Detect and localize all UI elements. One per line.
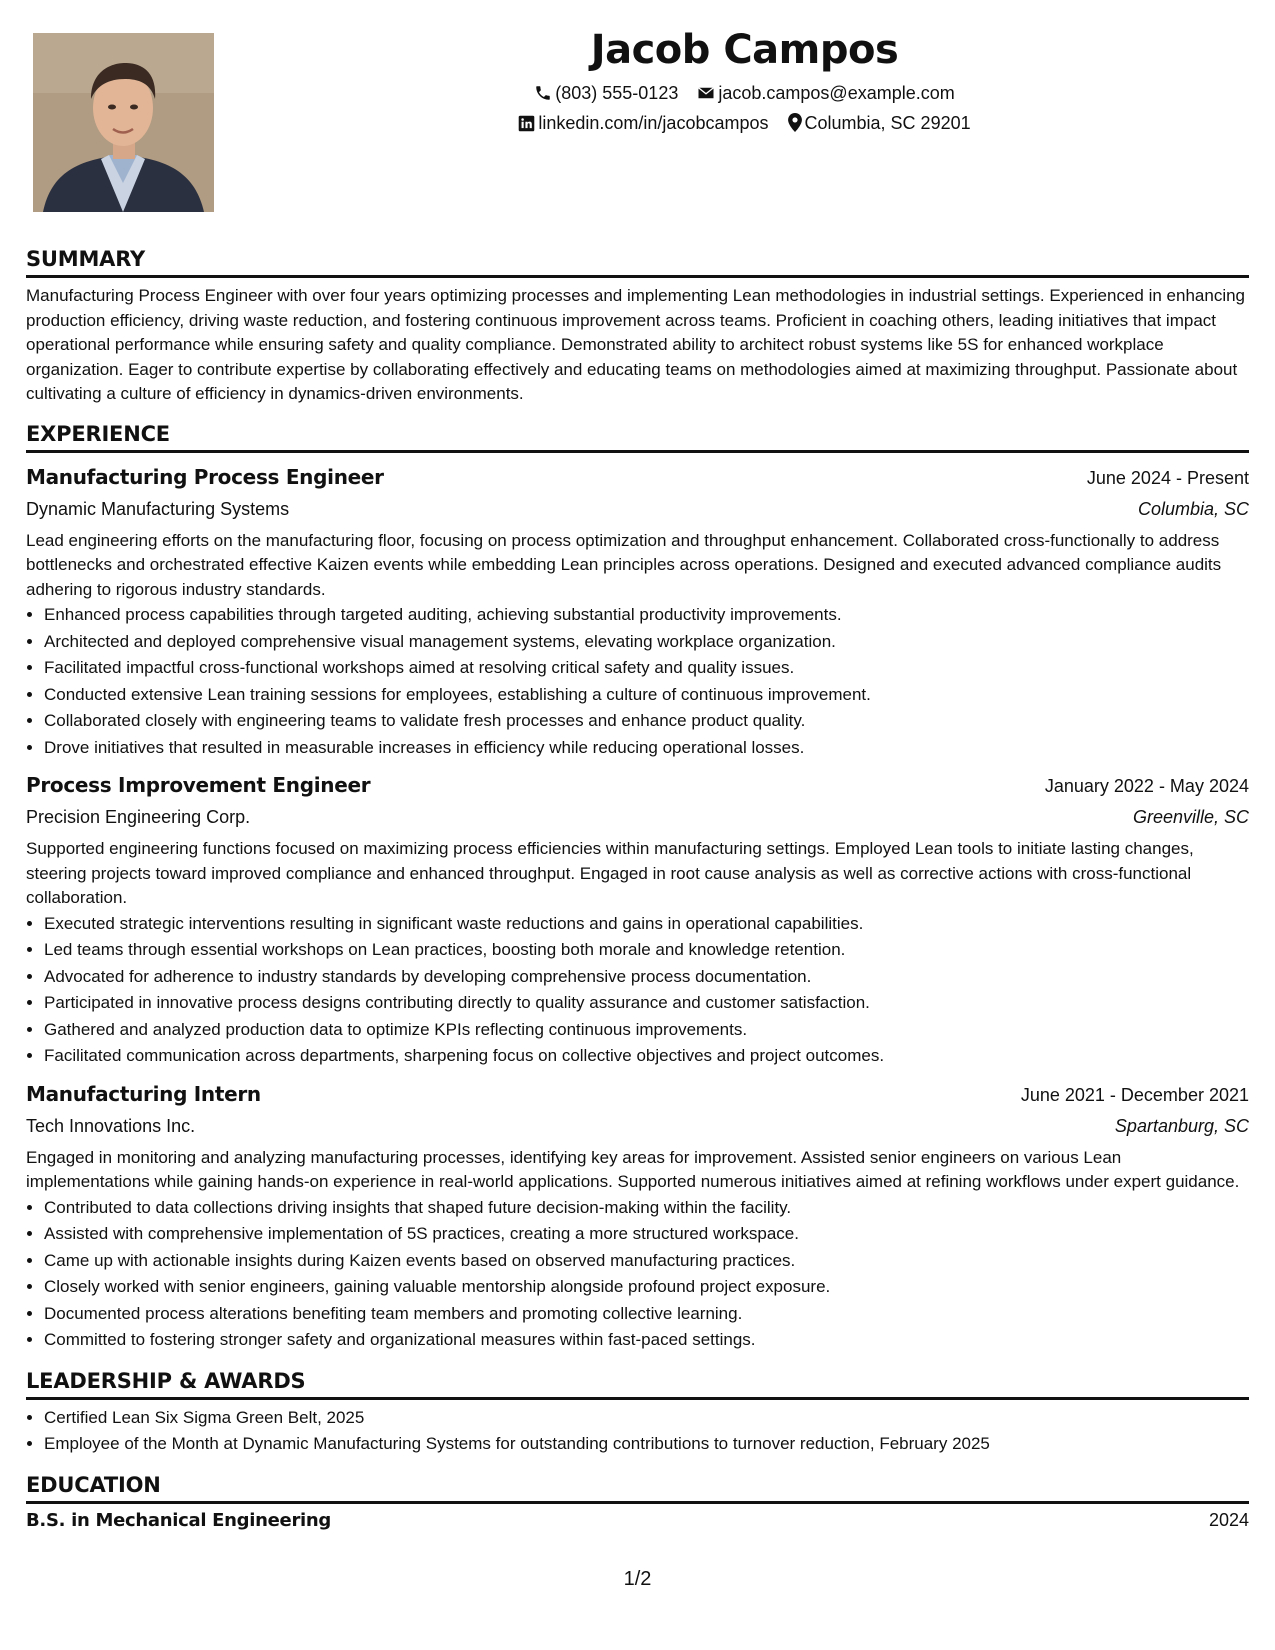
job-bullets: [26, 1195, 1249, 1354]
leadership-section: [26, 1368, 1249, 1458]
job-title: Process Improvement Engineer: [26, 773, 371, 797]
job-title: Manufacturing Intern: [26, 1081, 261, 1106]
contact-row-1: [214, 78, 1275, 108]
phone-contact: [534, 78, 678, 108]
location-contact: [788, 108, 971, 138]
list-item: • Certified Lean Six Sigma Green Belt, 2025: [44, 1405, 1249, 1432]
job-description: Engaged in monitoring and analyzing manufacturing processes, identifying key areas for improvement. Assisted senior engineers on various Lean implementations while gaining hands-on experience in real-world applications. Supported numerous initiatives aimed at refining workflows under expert guidance.: [26, 1147, 1240, 1191]
job-bullets: [26, 602, 1249, 761]
envelope-icon: [697, 84, 715, 102]
experience-heading: EXPERIENCE: [26, 421, 1249, 453]
list-item: • Conducted extensive Lean training sessions for employees, establishing a culture of continuous improvement.: [44, 682, 1249, 709]
resume-body: [26, 246, 1249, 1531]
job-bullets: [26, 911, 1249, 1070]
phone-text: (803) 555-0123: [555, 83, 679, 103]
job-date: January 2022 - May 2024: [1044, 776, 1249, 796]
contact-row-2: [214, 108, 1275, 138]
job-location: Greenville, SC: [1132, 807, 1249, 827]
phone-icon: [534, 84, 552, 102]
list-item: • Contributed to data collections driving insights that shaped future decision-making within the facility.: [44, 1195, 1249, 1222]
job-entry: [26, 461, 1249, 762]
email-contact[interactable]: [697, 78, 954, 108]
list-item: • Assisted with comprehensive implementation of 5S practices, creating a more structured workspace.: [44, 1221, 1249, 1248]
list-item: • Documented process alterations benefiting team members and promoting collective learning.: [44, 1301, 1249, 1328]
company-name: Dynamic Manufacturing Systems: [26, 498, 290, 519]
job-date: June 2021 - December 2021: [1020, 1084, 1249, 1105]
summary-heading: SUMMARY: [26, 246, 1249, 278]
list-item: • Executed strategic interventions resulting in significant waste reductions and gains in operational capabilities.: [44, 911, 1249, 938]
job-entry: [26, 1078, 1249, 1354]
company-name: Tech Innovations Inc.: [26, 1115, 196, 1136]
list-item: • Came up with actionable insights during Kaizen events based on observed manufacturing practices.: [44, 1248, 1249, 1275]
email-link[interactable]: jacob.campos@example.com: [718, 83, 955, 103]
profile-photo: [33, 33, 214, 212]
summary-text: Manufacturing Process Engineer with over four years optimizing processes and implementing Lean methodologies in industrial settings. Experienced in enhancing production efficiency, driving waste reduction, and fostering continuous improvement across teams. Proficient in coaching others, leading initiatives that impact operational performance while ensuring safety and quality compliance. Demonstrated ability to architect robust systems like 5S for enhanced workplace organization. Eager to contribute expertise by collaborating effectively and educating teams on methodologies aimed at maximizing throughput. Passionate about cultivating a culture of efficiency in dynamics-driven environments.: [26, 286, 1246, 403]
company-name: Precision Engineering Corp.: [26, 807, 251, 827]
list-item: • Facilitated impactful cross-functional workshops aimed at resolving critical safety and quality issues.: [44, 655, 1249, 682]
job-description: Lead engineering efforts on the manufacturing floor, focusing on process optimization and throughput enhancement. Collaborated cross-functionally to address bottlenecks and orchestrated effective Kaizen events while embedding Lean principles across operations. Designed and executed advanced compliance audits adhering to rigorous industry standards.: [26, 530, 1222, 599]
education-section: [26, 1472, 1249, 1531]
resume-header: [214, 22, 1275, 138]
list-item: • Facilitated communication across departments, sharpening focus on collective objectives and project outcomes.: [44, 1043, 1249, 1070]
graduation-year: 2024: [1208, 1509, 1249, 1530]
list-item: • Architected and deployed comprehensive visual management systems, elevating workplace organization.: [44, 629, 1249, 656]
list-item: • Employee of the Month at Dynamic Manufacturing Systems for outstanding contributions to turnover reduction, February 2025: [44, 1431, 1249, 1458]
summary-section: [26, 246, 1249, 407]
degree-title: B.S. in Mechanical Engineering: [26, 1509, 332, 1531]
education-heading: EDUCATION: [26, 1472, 1249, 1504]
leadership-heading: LEADERSHIP & AWARDS: [26, 1368, 1249, 1400]
list-item: • Committed to fostering stronger safety and organizational measures within fast-paced settings.: [44, 1327, 1249, 1354]
experience-section: [26, 421, 1249, 1354]
list-item: • Advocated for adherence to industry standards by developing comprehensive process documentation.: [44, 964, 1249, 991]
list-item: • Gathered and analyzed production data to optimize KPIs reflecting continuous improvements.: [44, 1017, 1249, 1044]
list-item: • Led teams through essential workshops on Lean practices, boosting both morale and knowledge retention.: [44, 937, 1249, 964]
job-location: Columbia, SC: [1137, 498, 1249, 519]
list-item: • Collaborated closely with engineering teams to validate fresh processes and enhance product quality.: [44, 708, 1249, 735]
awards-list: [26, 1405, 1249, 1458]
list-item: • Enhanced process capabilities through targeted auditing, achieving substantial productivity improvements.: [44, 602, 1249, 629]
list-item: • Closely worked with senior engineers, gaining valuable mentorship alongside profound project exposure.: [44, 1274, 1249, 1301]
job-date: June 2024 - Present: [1086, 467, 1249, 488]
job-entry: [26, 769, 1249, 1070]
page-number: 1/2: [623, 1568, 652, 1590]
job-description: Supported engineering functions focused on maximizing process efficiencies within manufacturing settings. Employed Lean tools to initiate lasting changes, steering projects toward improved compliance and enhanced throughput. Engaged in root cause analysis as well as corrective actions with cross-functional collaboration.: [26, 839, 1194, 907]
linkedin-link[interactable]: linkedin.com/in/jacobcampos: [538, 113, 769, 133]
linkedin-icon: [518, 115, 535, 132]
candidate-name: Jacob Campos: [590, 27, 899, 73]
list-item: • Drove initiatives that resulted in measurable increases in efficiency while reducing operational losses.: [44, 735, 1249, 762]
job-title: Manufacturing Process Engineer: [26, 464, 384, 489]
job-location: Spartanburg, SC: [1114, 1115, 1249, 1136]
linkedin-contact[interactable]: [518, 108, 768, 138]
list-item: • Participated in innovative process designs contributing directly to quality assurance and customer satisfaction.: [44, 990, 1249, 1017]
location-text: Columbia, SC 29201: [804, 113, 971, 133]
map-pin-icon: [788, 113, 802, 132]
